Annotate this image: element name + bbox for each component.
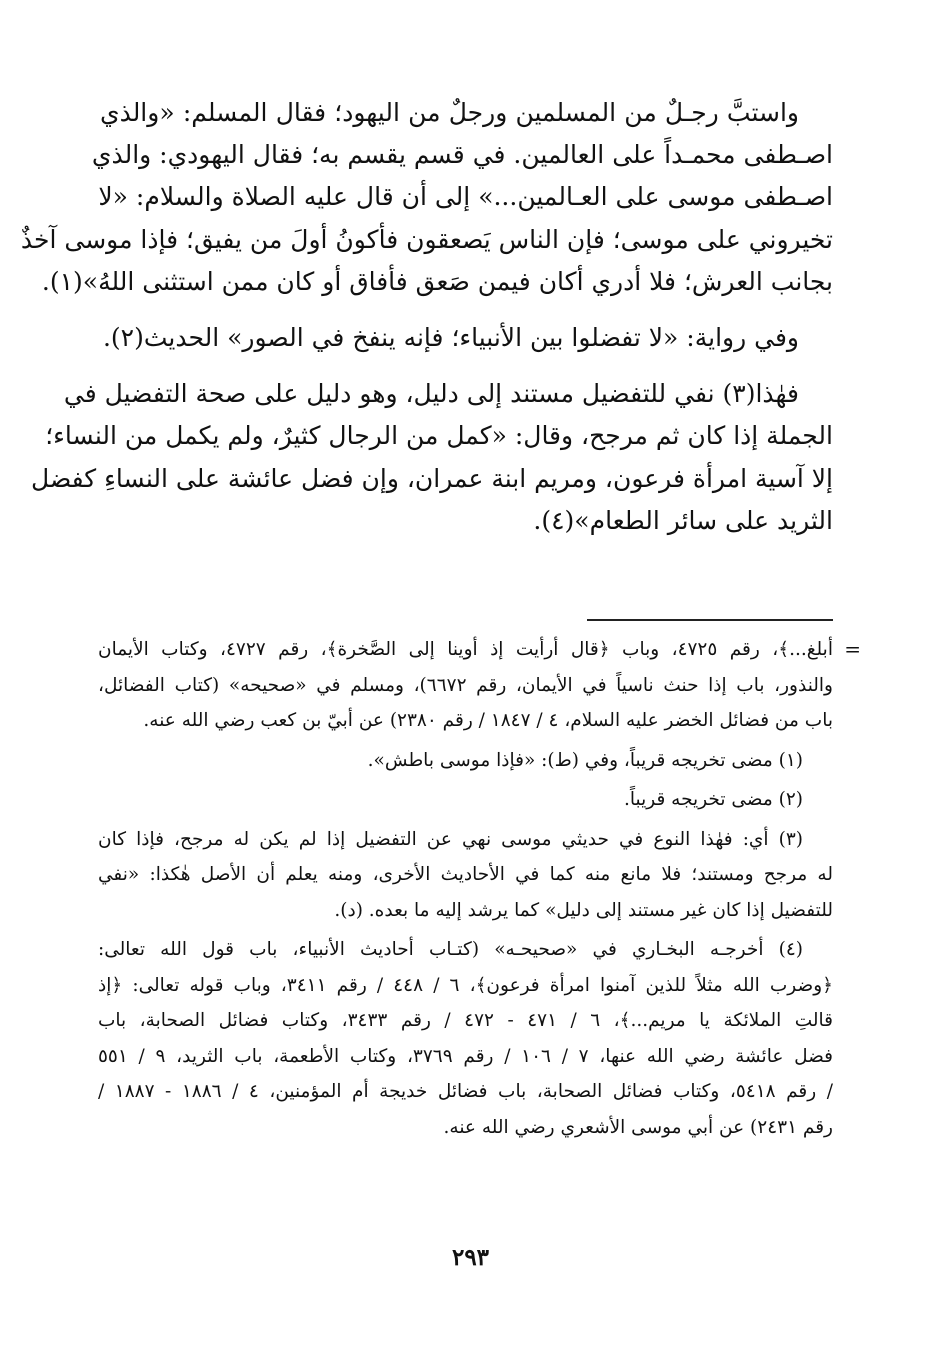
paragraph-2 <box>100 317 833 359</box>
footnote-line: رقم ٢٤٣١) عن أبي موسى الأشعري رضي الله عنه. <box>443 1116 833 1138</box>
footnote-line: ﴿وضرب الله مثلاً للذين آمنوا امرأة فرعون﴾، ٦ / ٤٤٨ / رقم ٣٤١١، وباب قوله تعالى: ﴿إذ <box>98 974 833 996</box>
text-line: واستبَّ رجـلٌ من المسلمين ورجلٌ من اليهود؛ فقال المسلم: «والذي <box>100 98 799 127</box>
footnote-line: / رقم ٥٤١٨، وكتاب فضائل الصحابة، باب فضائل خديجة أم المؤمنين، ٤ / ١٨٨٦ - ١٨٨٧ / <box>98 1081 833 1102</box>
footnote-line: قالتِ الملائكة يا مريم...﴾، ٦ / ٤٧١ - ٤٧٢ / رقم ٣٤٣٣، وكتاب فضائل الصحابة، باب <box>98 1010 834 1031</box>
footnote-line: (١) مضى تخريجه قريباً، وفي (ط): «فإذا موسى باطش». <box>367 749 803 771</box>
text-line: تخيروني على موسى؛ فإن الناس يَصعقون فأكونُ أولَ من يفيق؛ فإذا موسى آخذٌ <box>20 224 833 254</box>
paragraph-1 <box>20 92 833 303</box>
text-line: اصـطفى محمـداً على العالمين. في قسم يقسم به؛ فقال اليهودي: والذي <box>91 140 833 170</box>
footnote-separator <box>587 619 833 621</box>
footnote-line: باب من فضائل الخضر عليه السلام، ٤ / ١٨٤٧ / رقم ٢٣٨٠) عن أبيّ بن كعب رضي الله عنه. <box>143 710 833 731</box>
footnote-2 <box>98 782 833 818</box>
footnote-line: أبلغ...﴾، رقم ٤٧٢٥، وباب ﴿قال أرأيت إذ أوينا إلى الصَّخرة﴾، رقم ٤٧٢٧، وكتاب الأيمان <box>98 639 833 660</box>
footnote-line: للتفضيل إذا كان غير مستند إلى دليل» كما يرشد إليه ما بعده. (د). <box>334 899 833 921</box>
text-line: الثريد على سائر الطعام»(٤). <box>533 505 833 535</box>
footnote-line: فضل عائشة رضي الله عنها، ٧ / ١٠٦ / رقم ٣٧٦٩، وكتاب الأطعمة، باب الثريد، ٩ / ٥٥١ <box>98 1045 834 1067</box>
footnotes <box>98 632 861 1149</box>
text-line: فهٰذا(٣) نفي للتفضيل مستند إلى دليل، وهو دليل على صحة التفضيل في <box>63 379 799 409</box>
footnote-line: له مرجح ومستند؛ فلا مانع منه كما في الأحاديث الأخرى، ومنه يعلم أن الأصل هٰكذا: «نفي <box>98 864 833 885</box>
text-line: الجملة إذا كان ثم مرجح، وقال: «كمل من الرجال كثيرٌ، ولم يكمل من النساء؛ <box>45 421 833 451</box>
page-number: ٢٩٣ <box>451 1244 490 1271</box>
footnote-continuation <box>98 632 861 739</box>
footnote-3 <box>98 822 833 929</box>
paragraph-3 <box>31 373 833 542</box>
text-line: إلا آسية امرأة فرعون، ومريم ابنة عمران، وإن فضل عائشة على النساءِ كفضل <box>31 463 833 493</box>
footnote-1 <box>98 743 833 779</box>
continuation-mark: = <box>844 637 861 661</box>
footnote-4 <box>98 932 833 1145</box>
footnote-line: (٢) مضى تخريجه قريباً. <box>624 789 803 810</box>
footnote-line: (٤) أخرجـه البخـاري في «صحيحـه» (كتـاب أحاديث الأنبياء، باب قول الله تعالى: <box>98 939 803 960</box>
text-line: بجانب العرش؛ فلا أدري أكان فيمن صَعق فأفاق أو كان ممن استثنى اللهُ»(١). <box>41 266 833 296</box>
footnote-line: (٣) أي: فهٰذا النوع في حديثي موسى نهي عن التفضيل إذا لم يكن له مرجح، فإذا كان <box>98 828 803 850</box>
text-line: وفي رواية: «لا تفضلوا بين الأنبياء؛ فإنه ينفخ في الصور» الحديث(٢). <box>102 323 799 353</box>
text-line: اصـطفى موسى على العـالمين...» إلى أن قال عليه الصلاة والسلام: «لا <box>98 182 833 212</box>
footnote-line: والنذور، باب إذا حنث ناسياً في الأيمان، رقم ٦٦٧٢)، ومسلم في «صحيحه» (كتاب الفضائل، <box>98 674 833 696</box>
main-text <box>20 92 833 556</box>
